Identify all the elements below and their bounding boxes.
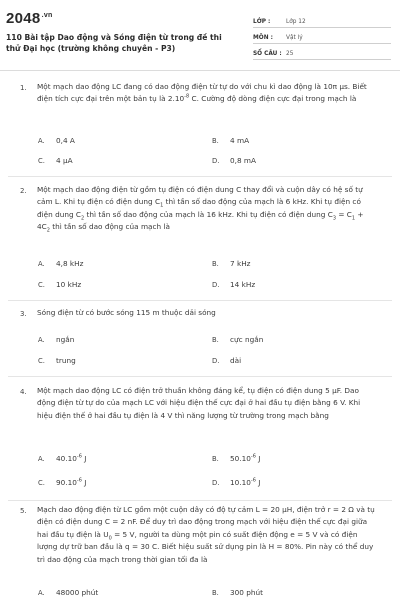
question-number: 3.	[20, 310, 27, 318]
question-number: 1.	[20, 84, 27, 92]
answer-option[interactable]: D. dài	[212, 356, 242, 365]
question-number: 5.	[20, 507, 27, 515]
answer-option[interactable]: C. 4 µA	[38, 156, 73, 165]
header-divider	[0, 70, 400, 71]
answer-option[interactable]: B. 7 kHz	[212, 259, 251, 268]
question-divider	[8, 376, 392, 377]
question-divider	[8, 176, 392, 177]
answer-option[interactable]: A. 48000 phút	[38, 588, 99, 597]
meta-value: Lớp 12	[286, 19, 306, 25]
question-number: 2.	[20, 187, 27, 195]
answer-option[interactable]: B. 300 phút	[212, 588, 263, 597]
question-number: 4.	[20, 388, 27, 396]
answer-option[interactable]: B. $50.10^{-6}$ J	[212, 453, 261, 463]
document-title: 110 Bài tập Dao động và Sóng điện từ trong đề thi thử Đại học (trường không chuyên - P3)	[6, 33, 222, 53]
meta-label: SỐ CÂU :	[253, 51, 282, 57]
meta-class-row	[253, 12, 391, 28]
answer-option[interactable]: D. 0,8 mA	[212, 156, 257, 165]
answer-option[interactable]: B. 4 mA	[212, 136, 250, 145]
answer-option[interactable]: B. cực ngắn	[212, 335, 264, 344]
answer-option[interactable]: A. ngắn	[38, 335, 75, 344]
question-divider	[8, 300, 392, 301]
question-text: Một mạch dao động LC có điện trở thuần không đáng kể, tụ điện có điện dung 5 µF. Dao động điện từ tự do của mạch LC với hiệu điện thế cực đại ở hai đầu tụ điện bằng 6 V. Khi hiệu điện thế ở hai đầu tụ điện là 4 V thì năng lượng từ trường trong mạch bằng	[37, 386, 361, 420]
meta-value: 25	[286, 51, 294, 57]
answer-option[interactable]: A. 0,4 A	[38, 136, 75, 145]
site-logo[interactable]: $2048^{.vn}$	[6, 10, 53, 27]
question-text: Sóng điện từ có bước sóng 115 m thuộc dải sóng	[37, 308, 216, 317]
question-divider	[8, 500, 392, 501]
meta-label: LỚP :	[253, 19, 271, 25]
answer-option[interactable]: C. trung	[38, 356, 76, 365]
meta-label: MÔN :	[253, 35, 273, 41]
document-meta	[253, 12, 391, 60]
answer-option[interactable]: C. 10 kHz	[38, 280, 82, 289]
answer-option[interactable]: A. $40.10^{-6}$ J	[38, 453, 87, 463]
answer-option[interactable]: D. $10.10^{-6}$ J	[212, 477, 261, 487]
question-text: Mạch dao động điện từ LC gồm một cuộn dây có độ tự cảm L = 20 µH, điện trở r = 2 Ω và tụ điện có điện dung C = 2 nF. Để duy trì dao động trong mạch với hiệu điện thế cực đại giữa hai đầu tụ điện là $U_0 = 5$ V, người ta dùng một pin có suất điện động e = 5 V và có điện lượng dự trữ ban đầu là q = 30 C. Biết hiệu suất sử dụng pin là H = 80%. Pin này có thể duy trì dao động của mạch trong thời gian tối đa là	[37, 505, 375, 564]
answer-option[interactable]: D. 14 kHz	[212, 280, 256, 289]
meta-subject-row	[253, 28, 391, 44]
answer-option[interactable]: C. $90.10^{-6}$ J	[38, 477, 87, 487]
meta-count-row	[253, 44, 391, 60]
question-text: Một mạch dao động điện từ gồm tụ điện có điện dung C thay đổi và cuộn dây có hệ số tự cảm L. Khi tụ điện có điện dung $C_1$ thì tần số dao động của mạch là 6 kHz. Khi tụ điện có điện dung $C_2$ thì tần số dao động của mạch là 16 kHz. Khi tụ điện có điện dung $C_3 = C_1 + 4C_2$ thì tần số dao động của mạch là	[37, 185, 364, 234]
meta-value: Vật lý	[286, 35, 303, 41]
answer-option[interactable]: A. 4,8 kHz	[38, 259, 84, 268]
question-text: Một mạch dao động LC đang có dao động điện từ tự do với chu kì dao động là 10π µs. Biết điện tích cực đại trên một bản tụ là $2.10^{-8}$ C. Cường độ dòng điện cực đại trong mạch là	[37, 82, 367, 104]
